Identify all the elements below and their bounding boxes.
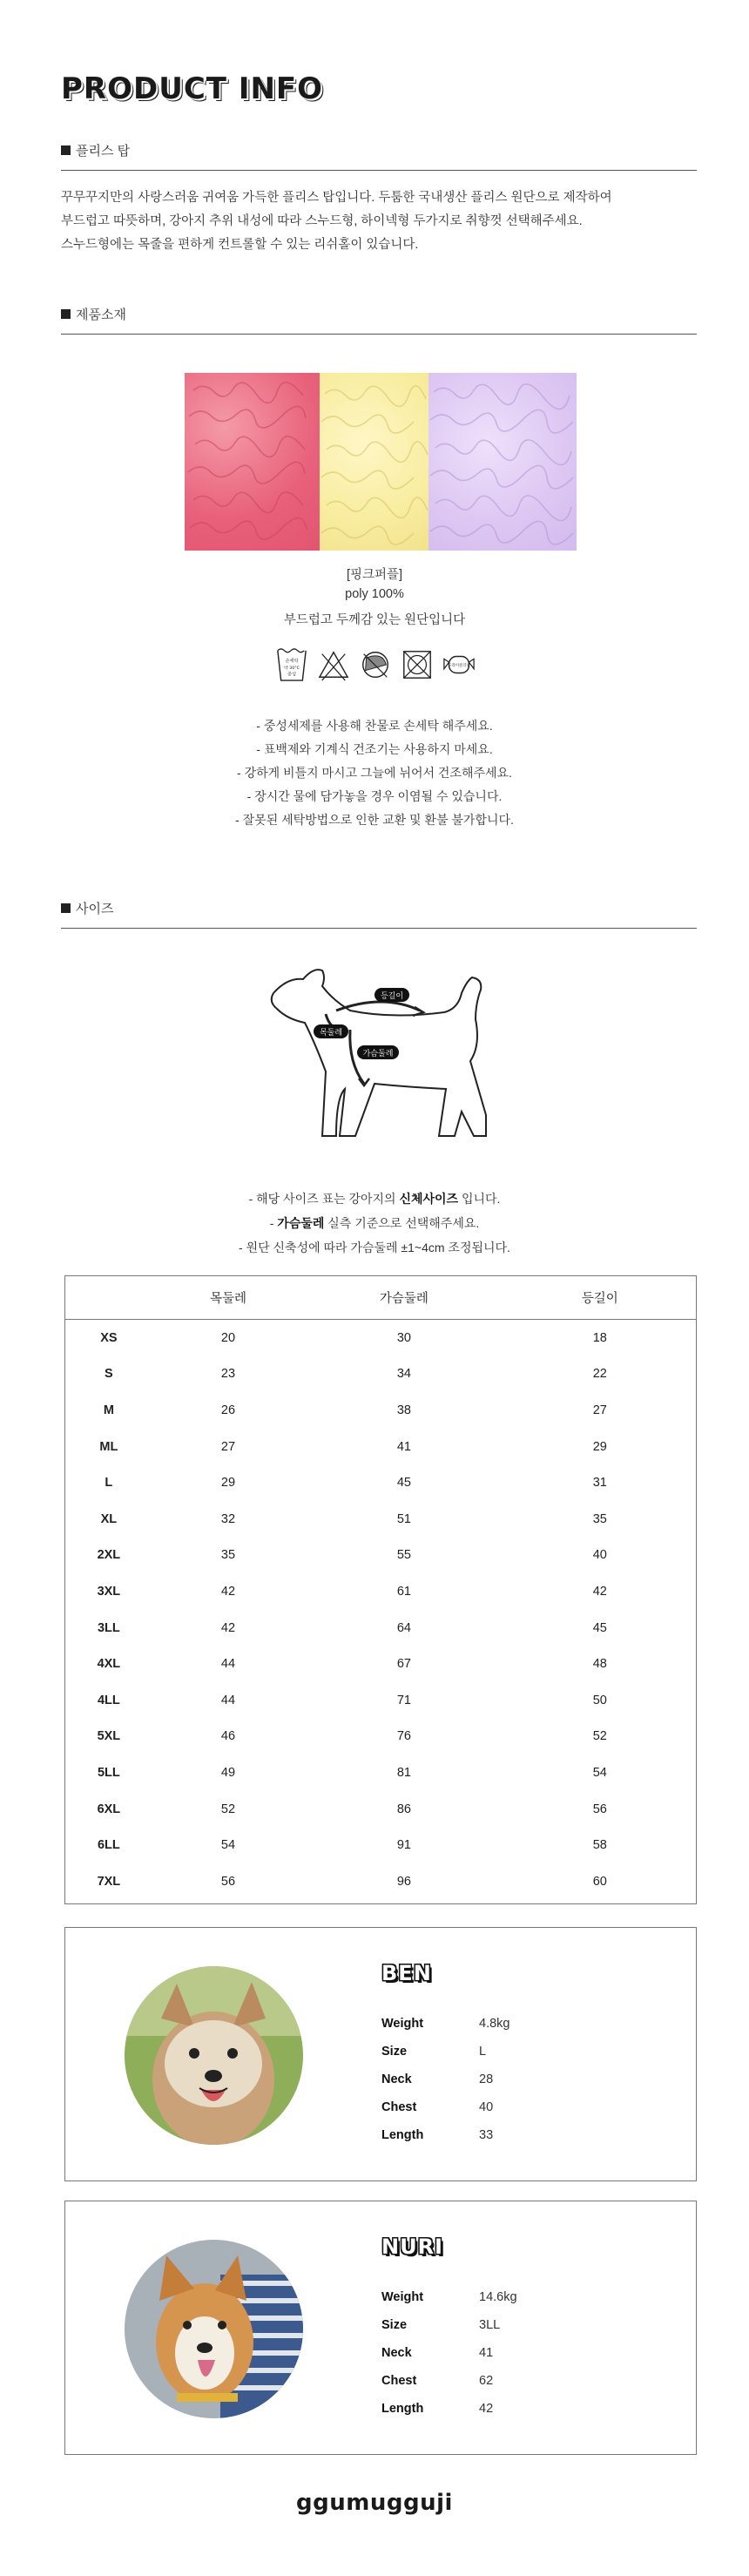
care-instruction-item: - 중성세제를 사용해 찬물로 손세탁 해주세요. [256,719,493,733]
spec-row: Length 42 [381,2402,494,2416]
size-value-cell: 61 [396,1584,411,1599]
table-row [65,1827,696,1863]
size-value-cell: 30 [396,1330,411,1345]
size-value-cell: 76 [396,1729,411,1744]
size-label-cell: 6XL [97,1802,121,1816]
neck-label: 목둘레 [319,1029,343,1038]
size-label-cell: 7XL [97,1874,121,1889]
column-header-chest: 가슴둘레 [379,1292,428,1306]
bullet-square-icon [61,145,71,155]
size-value-cell: 55 [396,1548,411,1563]
size-value-cell: 51 [396,1511,411,1526]
section-size-header [61,899,697,929]
spec-row: Weight 4.8kg [381,2017,510,2031]
size-value-cell: 60 [592,1874,607,1889]
size-value-cell: 45 [592,1620,607,1635]
table-body [65,1320,696,1900]
brand-logo: ggumugguji [296,2490,453,2516]
size-value-cell: 48 [592,1657,607,1672]
size-value-cell: 41 [396,1439,411,1454]
size-value-cell: 44 [220,1693,236,1707]
table-row [65,1682,696,1719]
spec-row: Size 3LL [381,2318,501,2332]
size-label-cell: S [105,1367,113,1382]
spec-row: Neck 28 [381,2072,494,2086]
section-fleece-title: 플리스 탑 [76,144,131,159]
spec-row: Chest 62 [381,2374,494,2388]
size-label-cell: M [103,1403,114,1417]
size-value-cell: 96 [396,1874,411,1889]
size-value-cell: 52 [592,1729,607,1744]
size-note: - 해당 사이즈 표는 강아지의 신체사이즈 입니다. [248,1192,501,1206]
size-value-cell: 64 [396,1620,411,1635]
size-value-cell: 81 [396,1765,411,1780]
size-value-cell: 54 [592,1765,607,1780]
size-value-cell: 42 [220,1584,236,1599]
model-photo-ben [125,1966,303,2145]
size-value-cell: 29 [592,1439,607,1454]
size-value-cell: 49 [220,1765,236,1780]
size-value-cell: 42 [592,1584,607,1599]
care-instruction-item: - 잘못된 세탁방법으로 인한 교환 및 환불 불가합니다. [235,813,514,827]
back-length-label: 등길이 [380,992,404,1001]
size-value-cell: 56 [592,1802,607,1816]
column-header-back-length: 등길이 [581,1292,618,1306]
model-card-nuri [64,2201,697,2455]
table-header [65,1276,696,1320]
description-line: 꾸무꾸지만의 사랑스러움 귀여움 가득한 플리스 탑입니다. 두툼한 국내생산 플리스 원단으로 제작하여 [61,191,612,205]
description-line: 부드럽고 따뜻하며, 강아지 추위 내성에 따라 스누드형, 하이넥형 두가지로 취향껏 선택해주세요. [61,214,583,228]
table-row [65,1320,696,1356]
size-value-cell: 54 [220,1838,236,1853]
size-label-cell: XL [100,1511,118,1526]
size-value-cell: 86 [396,1802,411,1816]
size-value-cell: 46 [220,1729,236,1744]
size-value-cell: 23 [220,1367,236,1382]
page-title: PRODUCT INFO [61,71,324,106]
size-value-cell: 44 [220,1657,236,1672]
material-composition: poly 100% [345,587,404,601]
spec-row: Chest 40 [381,2100,494,2114]
no-bleach-icon [317,643,350,686]
no-dry-clean-icon [442,643,476,686]
section-fleece-header [61,141,697,171]
care-label: 손세탁 [285,659,299,665]
bullet-square-icon [61,903,71,913]
size-value-cell: 35 [592,1511,607,1526]
size-label-cell: 5LL [97,1765,120,1780]
chest-label: 가슴둘레 [362,1050,394,1058]
section-divider [61,170,697,171]
size-value-cell: 26 [220,1403,236,1417]
size-label-cell: 4XL [97,1657,121,1672]
size-value-cell: 18 [592,1330,607,1345]
model-name: NURI [381,2235,443,2259]
pink-fabric-swatch [185,373,320,551]
size-label-cell: L [105,1476,113,1491]
dog-measurement-diagram [253,958,505,1185]
size-value-cell: 35 [220,1548,236,1563]
size-value-cell: 42 [220,1620,236,1635]
care-instruction-item: - 표백제와 기계식 건조기는 사용하지 마세요. [256,742,493,756]
size-value-cell: 71 [396,1693,411,1707]
size-label-cell: 4LL [97,1693,120,1707]
table-row [65,1791,696,1828]
size-value-cell: 31 [592,1476,607,1491]
care-label: 중성 [287,672,297,678]
size-value-cell: 50 [592,1693,607,1707]
model-specs [381,2283,517,2423]
size-value-cell: 27 [220,1439,236,1454]
size-value-cell: 27 [592,1403,607,1417]
fabric-swatch-image [185,373,577,551]
care-symbols [275,643,476,690]
size-label-cell: 6LL [97,1838,120,1853]
size-value-cell: 40 [592,1548,607,1563]
no-iron-icon [359,643,392,686]
size-note: - 가슴둘레 실측 기준으로 선택해주세요. [269,1216,480,1230]
section-divider [61,334,697,335]
yellow-fabric-swatch [320,373,428,551]
table-row [65,1573,696,1610]
care-label: 약 30°C [284,666,300,671]
size-value-cell: 29 [220,1476,236,1491]
size-value-cell: 34 [396,1367,411,1382]
table-row [65,1610,696,1646]
size-label-cell: ML [99,1439,118,1454]
size-value-cell: 58 [592,1838,607,1853]
table-row [65,1719,696,1755]
no-tumble-dry-icon [401,643,434,686]
dog-photo-icon [125,2240,303,2418]
table-row [65,1538,696,1574]
column-header-neck: 목둘레 [209,1292,246,1306]
size-value-cell: 45 [396,1476,411,1491]
table-row [65,1392,696,1429]
size-value-cell: 38 [396,1403,411,1417]
care-instruction-item: - 강하게 비틀지 마시고 그늘에 뉘어서 건조해주세요. [237,766,512,780]
size-label-cell: 5XL [97,1729,121,1744]
model-name: BEN [381,1961,432,1985]
table-row [65,1646,696,1682]
section-divider [61,928,697,929]
size-value-cell: 22 [592,1367,607,1382]
size-label-cell: 2XL [97,1548,121,1563]
size-value-cell: 52 [220,1802,236,1816]
size-value-cell: 67 [396,1657,411,1672]
care-instructions [0,714,749,832]
size-value-cell: 91 [396,1838,411,1853]
model-photo-nuri [125,2240,303,2418]
model-specs [381,2010,509,2149]
spec-row: Length 33 [381,2128,494,2142]
table-row [65,1501,696,1538]
care-instruction-item: - 장시간 물에 담가놓을 경우 이염될 수 있습니다. [246,789,503,803]
size-label-cell: 3LL [97,1620,120,1635]
product-description [61,186,697,257]
section-size-title: 사이즈 [76,902,114,916]
table-row [65,1464,696,1501]
section-material-header [61,305,697,335]
size-table [64,1275,697,1904]
section-material-title: 제품소재 [76,308,126,322]
size-label-cell: XS [100,1330,118,1345]
description-line: 스누드형에는 목줄을 편하게 컨트롤할 수 있는 리쉬홀이 있습니다. [61,238,419,252]
spec-row: Weight 14.6kg [381,2290,517,2304]
purple-fabric-swatch [428,373,577,551]
table-row [65,1356,696,1393]
model-card-ben [64,1927,697,2181]
spec-row: Size L [381,2045,487,2059]
material-description: 부드럽고 두께감 있는 원단입니다 [283,613,466,627]
size-notes [0,1187,749,1260]
spec-row: Neck 41 [381,2346,494,2360]
hand-wash-icon [275,643,308,686]
care-label: 드라이클리닝 [448,663,470,668]
table-row [65,1429,696,1465]
size-value-cell: 20 [220,1330,236,1345]
bullet-square-icon [61,309,71,319]
table-row [65,1755,696,1791]
size-value-cell: 56 [220,1874,236,1889]
table-row [65,1863,696,1900]
size-label-cell: 3XL [97,1584,121,1599]
size-note: - 원단 신축성에 따라 가슴둘레 ±1~4cm 조정됩니다. [239,1241,510,1254]
size-value-cell: 32 [220,1511,236,1526]
dog-photo-icon [125,1966,303,2145]
color-name: [핑크퍼플] [346,568,403,582]
